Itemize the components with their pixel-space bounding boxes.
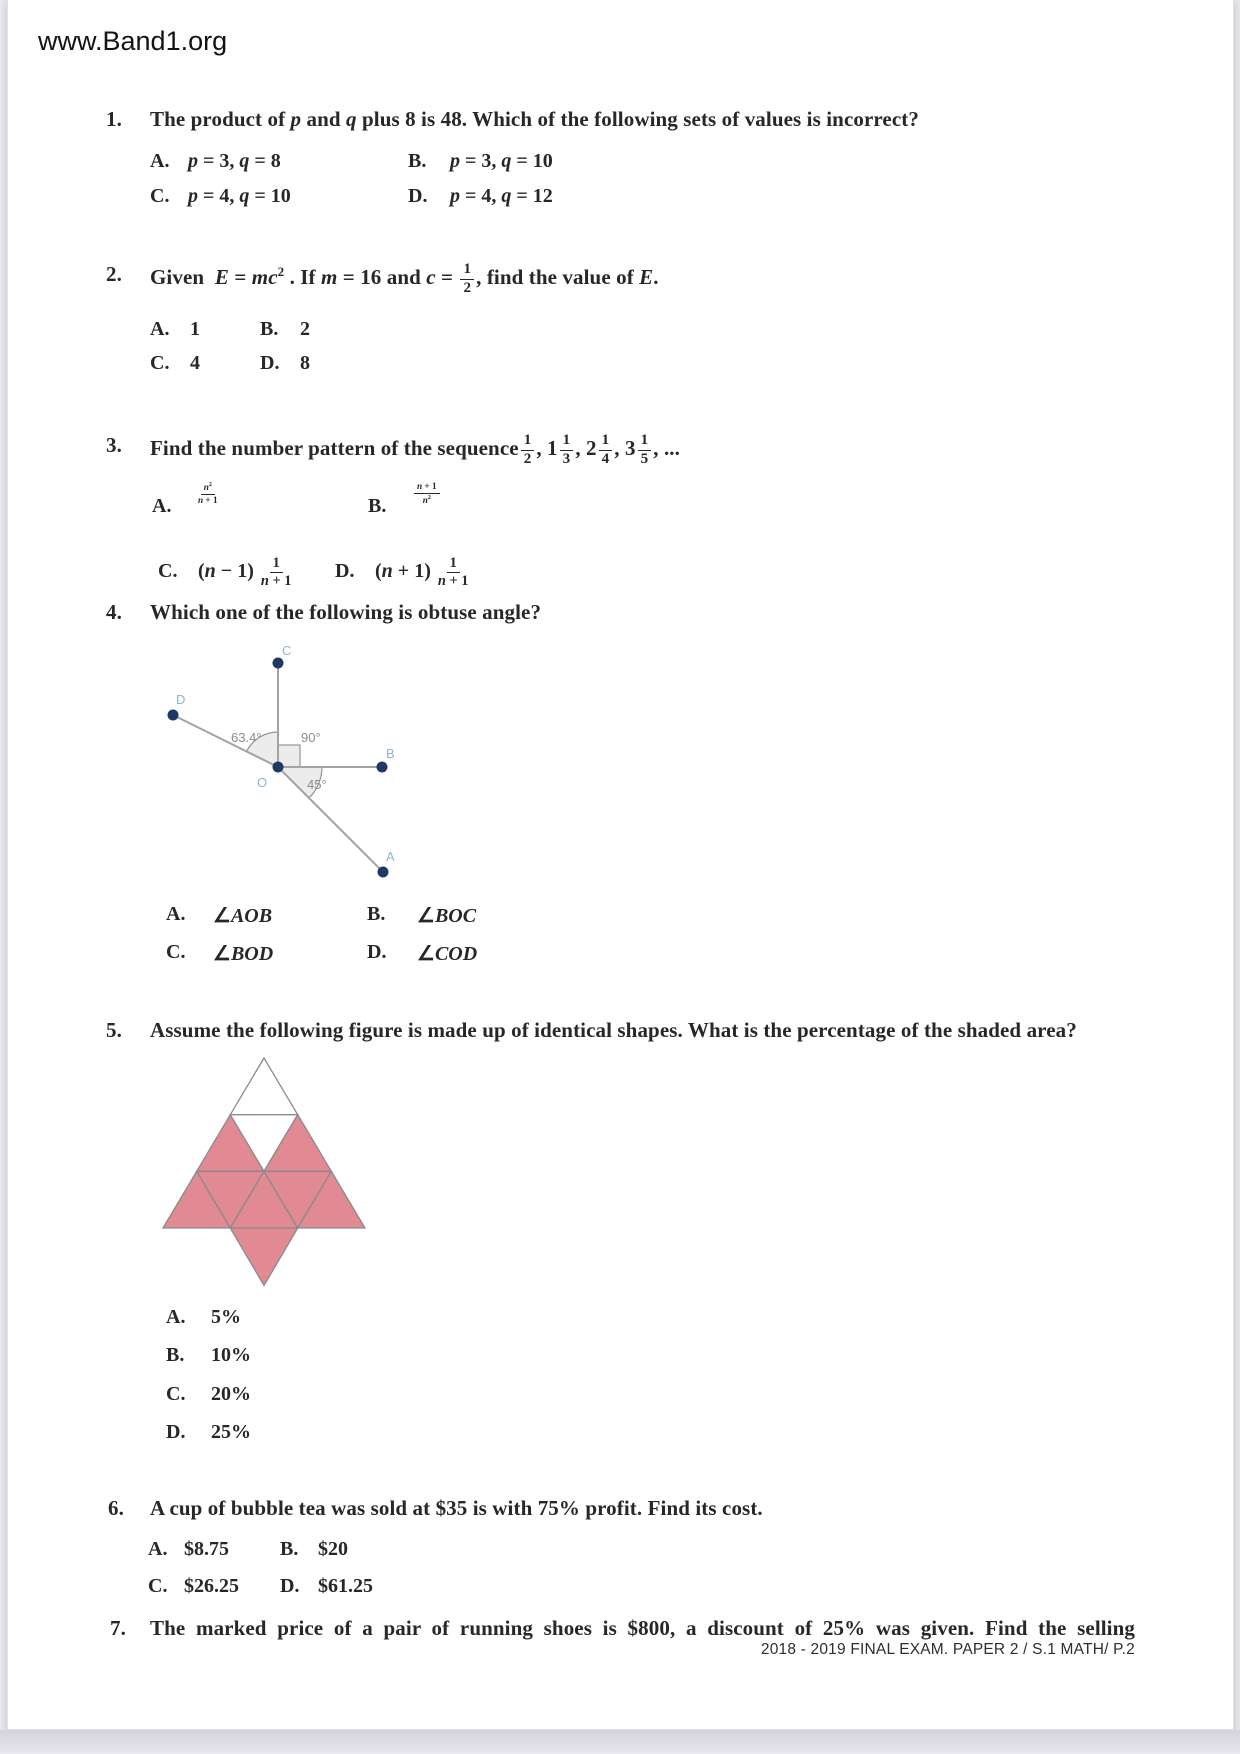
- q1-option-a-label: A.: [150, 150, 170, 172]
- q1-option-b-label: B.: [408, 150, 427, 172]
- q1-option-a-value: p = 3, q = 8: [188, 150, 281, 172]
- point-a-label: A: [386, 849, 395, 864]
- q6-text: A cup of bubble tea was sold at $35 is with 75% profit. Find its cost.: [150, 1496, 763, 1520]
- q6-option-d-value: $61.25: [318, 1575, 373, 1597]
- q4-option-d-value: ∠COD: [417, 943, 478, 965]
- q1-option-d-value: p = 4, q = 12: [450, 185, 553, 207]
- q2-option-a-value: 1: [190, 318, 200, 340]
- q2-text: Given $E = mc^2$ . If m = 16 and c = $\frac{1}{2}$ , find the value of E.: [150, 261, 659, 296]
- q4-option-b-value: ∠BOC: [417, 905, 477, 927]
- q3-option-d-label: D.: [335, 560, 355, 582]
- q2-option-b-value: 2: [300, 318, 310, 340]
- q2-option-c-label: C.: [150, 352, 170, 374]
- point-o-label: O: [257, 775, 268, 790]
- q2-option-d-value: 8: [300, 352, 310, 374]
- q3-number: 3.: [106, 433, 122, 457]
- q5-number: 5.: [106, 1018, 122, 1042]
- q1-option-d-label: D.: [408, 185, 428, 207]
- q2-option-b-label: B.: [260, 318, 279, 340]
- q4-option-a-label: A.: [166, 903, 186, 925]
- q1-number: 1.: [106, 107, 122, 131]
- page-footer: 2018 - 2019 FINAL EXAM. PAPER 2 / S.1 MATH/ P.2: [760, 1641, 1135, 1658]
- q5-option-d-value: 25%: [211, 1421, 251, 1443]
- q3-option-a-label: A.: [152, 495, 172, 517]
- q3-option-c-value: (n − 1) $\frac{1}{n + 1}$: [198, 555, 292, 590]
- q1-option-c-value: p = 4, q = 10: [188, 185, 291, 207]
- angle-boa-label: 45°: [307, 777, 327, 792]
- q5-option-d-label: D.: [166, 1421, 186, 1443]
- q5-text: Assume the following figure is made up of identical shapes. What is the percentage of the shaded area?: [150, 1018, 1077, 1042]
- triangle-bottom-shaded: [230, 1228, 297, 1286]
- q1-option-b-value: p = 3, q = 10: [450, 150, 553, 172]
- q6-number: 6.: [108, 1496, 124, 1520]
- q3-option-d-value: (n + 1) $\frac{1}{n + 1}$: [375, 555, 469, 590]
- q4-number: 4.: [106, 600, 122, 624]
- ray-oa: [278, 767, 383, 872]
- q2-option-d-label: D.: [260, 352, 280, 374]
- q4-option-a-value: ∠AOB: [213, 905, 273, 927]
- point-d-dot: [168, 710, 179, 721]
- point-b-label: B: [386, 746, 395, 761]
- shaded-triangles-figure: [150, 1045, 375, 1295]
- angle-doc-label: 63.4°: [231, 730, 262, 745]
- q7-number: 7.: [110, 1616, 126, 1640]
- q6-option-c-value: $26.25: [184, 1575, 239, 1597]
- q7-text: The marked price of a pair of running shoes is $800, a discount of 25% was given. Find the selling: [150, 1616, 1135, 1640]
- q3-option-b-label: B.: [368, 495, 387, 517]
- q4-option-b-label: B.: [367, 903, 386, 925]
- q5-option-a-label: A.: [166, 1306, 186, 1328]
- q6-option-d-label: D.: [280, 1575, 300, 1597]
- q5-option-b-value: 10%: [211, 1344, 251, 1366]
- page-gap: [0, 1730, 1240, 1754]
- q6-option-b-label: B.: [280, 1538, 299, 1560]
- q6-option-b-value: $20: [318, 1538, 348, 1560]
- q5-option-c-label: C.: [166, 1383, 186, 1405]
- q2-number: 2.: [106, 262, 122, 286]
- q4-text: Which one of the following is obtuse angle?: [150, 600, 542, 624]
- q4-option-c-value: ∠BOD: [213, 943, 274, 965]
- q3-text: Find the number pattern of the sequence $\frac{1}{2}$ , 1 $\frac{1}{3}$ , 2 $\frac{1}{4}$ , 3 $\frac{1}{5}$ , ...: [150, 432, 680, 467]
- q4-option-d-label: D.: [367, 941, 387, 963]
- point-c-dot: [273, 658, 284, 669]
- q3-option-c-label: C.: [158, 560, 178, 582]
- q4-option-c-label: C.: [166, 941, 186, 963]
- angle-diagram: [140, 635, 410, 890]
- q5-option-a-value: 5%: [211, 1306, 241, 1328]
- point-c-label: C: [282, 643, 292, 658]
- q3-option-b-value: $\frac{n + 1}{n^2}$: [412, 482, 442, 505]
- site-url: www.Band1.org: [38, 26, 228, 56]
- q2-option-c-value: 4: [190, 352, 200, 374]
- q2-option-a-label: A.: [150, 318, 170, 340]
- triangle-top-unshaded: [230, 1058, 297, 1115]
- q1-text: The product of p and q plus 8 is 48. Which of the following sets of values is incorrect?: [150, 107, 919, 131]
- point-b-dot: [377, 762, 388, 773]
- point-a-dot: [378, 867, 389, 878]
- point-d-label: D: [176, 692, 186, 707]
- q6-option-c-label: C.: [148, 1575, 168, 1597]
- q6-option-a-value: $8.75: [184, 1538, 229, 1560]
- angle-cob-label: 90°: [301, 730, 321, 745]
- q3-option-a-value: $\frac{n^2}{n + 1}$: [198, 482, 218, 505]
- q6-option-a-label: A.: [148, 1538, 168, 1560]
- point-o-dot: [273, 762, 284, 773]
- q5-option-b-label: B.: [166, 1344, 185, 1366]
- q1-option-c-label: C.: [150, 185, 170, 207]
- q5-option-c-value: 20%: [211, 1383, 251, 1405]
